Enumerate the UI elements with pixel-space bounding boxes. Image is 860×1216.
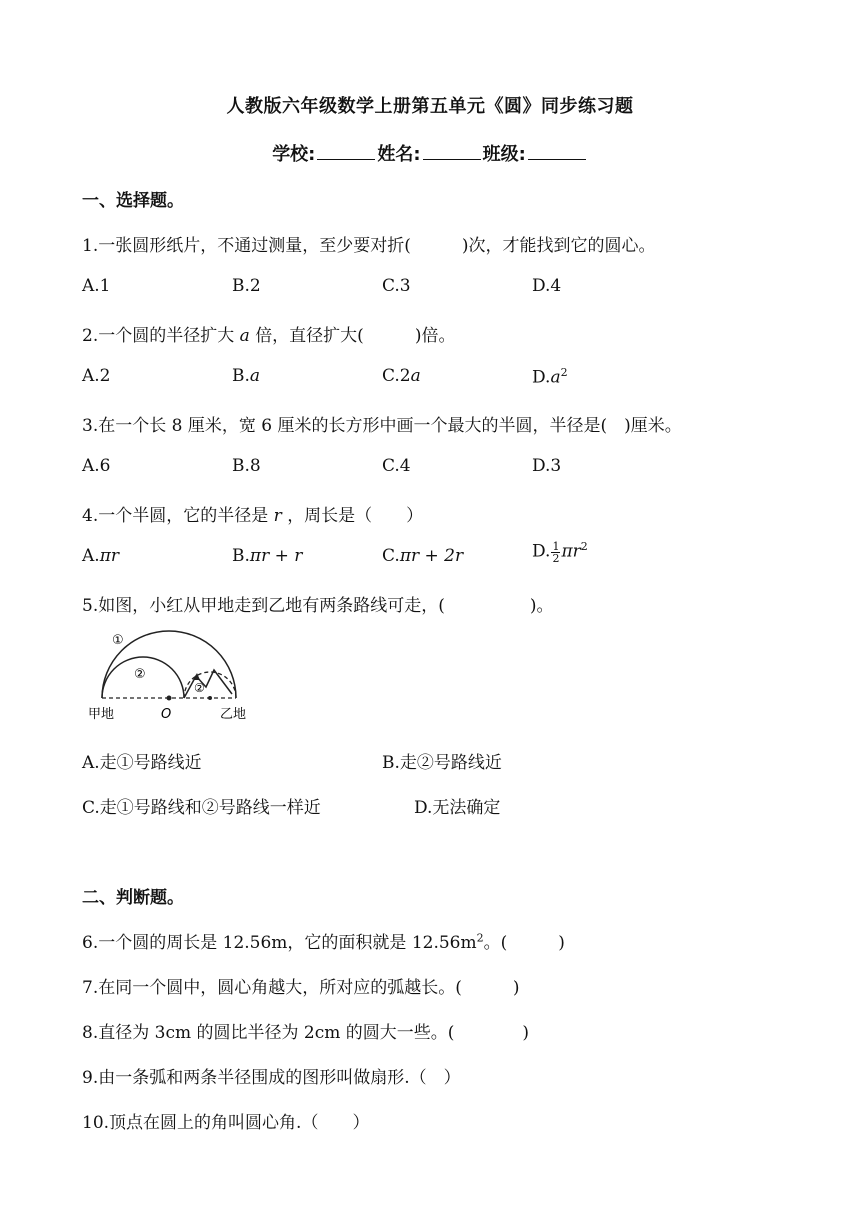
q2-option-b-label: B. [232, 366, 250, 386]
q2-option-b[interactable] [232, 366, 260, 386]
route-figure [84, 624, 260, 724]
q4-option-d[interactable] [532, 540, 588, 564]
q4-option-c-math: πr + 2r [399, 546, 464, 566]
student-info-line [0, 140, 860, 166]
class-blank[interactable] [528, 143, 586, 160]
q2-option-d-exponent: 2 [560, 366, 568, 379]
q1-option-c[interactable]: C.3 [382, 276, 411, 296]
q1-option-a[interactable]: A.1 [82, 276, 111, 296]
question-10: 10.顶点在圆上的角叫圆心角.（ ） [82, 1113, 370, 1133]
q4-variable: r [273, 506, 282, 526]
q2-variable: a [239, 326, 250, 346]
q4-option-a[interactable] [82, 546, 119, 566]
label-route-1: ① [112, 633, 124, 648]
q6-text-start: 6.一个圆的周长是 12.56m，它的面积就是 12.56m [82, 933, 477, 953]
q4-option-b-math: πr + r [249, 546, 303, 566]
question-8: 8.直径为 3cm 的圆比半径为 2cm 的圆大一些。( ) [82, 1023, 530, 1043]
section-true-false: 二、判断题。 [82, 888, 184, 908]
question-1: 1.一张圆形纸片，不通过测量，至少要对折( )次，才能找到它的圆心。 [82, 236, 656, 256]
q3-option-a[interactable]: A.6 [82, 456, 111, 476]
q4-option-d-fraction [551, 541, 560, 564]
q4-option-d-exponent: 2 [580, 540, 588, 553]
name-blank[interactable] [423, 143, 481, 160]
question-9: 9.由一条弧和两条半径围成的图形叫做扇形.（ ） [82, 1068, 461, 1088]
q3-option-d[interactable]: D.3 [532, 456, 562, 476]
class-label: 班级: [482, 144, 526, 165]
q6-exponent: 2 [476, 931, 484, 945]
route-2-zigzag [184, 670, 232, 698]
name-label: 姓名: [377, 144, 421, 165]
fraction-denominator: 2 [552, 551, 560, 565]
question-2 [82, 321, 455, 346]
q3-option-c[interactable]: C.4 [382, 456, 411, 476]
q2-option-a[interactable]: A.2 [82, 366, 111, 386]
q2-option-c-label: C.2 [382, 366, 411, 386]
q2-option-d[interactable] [532, 366, 568, 388]
q4-option-d-math: πr [561, 541, 581, 562]
label-start: 甲地 [88, 707, 115, 722]
q4-option-b-label: B. [232, 546, 250, 566]
question-3: 3.在一个长 8 厘米，宽 6 厘米的长方形中画一个最大的半圆，半径是( )厘米。 [82, 416, 682, 436]
q6-text-end: 。( ) [483, 933, 565, 953]
label-route-2: ② [134, 667, 146, 682]
q2-option-d-label: D. [532, 367, 551, 388]
section-multiple-choice: 一、选择题。 [82, 191, 184, 211]
q3-option-b[interactable]: B.8 [232, 456, 261, 476]
question-4 [82, 501, 423, 526]
q2-option-b-math: a [249, 366, 261, 386]
q4-option-c-label: C. [382, 546, 400, 566]
q4-option-c[interactable] [382, 546, 463, 566]
q4-text-start: 4.一个半圆，它的半径是 [82, 506, 269, 526]
q5-option-c[interactable]: C.走①号路线和②号路线一样近 [82, 798, 321, 818]
q2-option-c[interactable] [382, 366, 421, 386]
q4-text-end: ，周长是（ ） [287, 506, 424, 526]
label-center: O [161, 707, 172, 722]
q4-option-b[interactable] [232, 546, 302, 566]
page-title: 人教版六年级数学上册第五单元《圆》同步练习题 [226, 96, 634, 117]
school-label: 学校: [272, 144, 316, 165]
school-blank[interactable] [317, 143, 375, 160]
q1-option-d[interactable]: D.4 [532, 276, 562, 296]
q5-option-a[interactable]: A.走①号路线近 [82, 753, 202, 773]
question-7: 7.在同一个圆中，圆心角越大，所对应的弧越长。( ) [82, 978, 520, 998]
q4-option-a-math: πr [99, 546, 119, 566]
q2-text-start: 2.一个圆的半径扩大 [82, 326, 235, 346]
q5-option-b[interactable]: B.走②号路线近 [382, 753, 502, 773]
q4-option-d-label: D. [532, 541, 551, 562]
q1-option-b[interactable]: B.2 [232, 276, 261, 296]
question-5: 5.如图，小红从甲地走到乙地有两条路线可走，( )。 [82, 596, 554, 616]
label-end: 乙地 [220, 707, 247, 722]
question-6 [82, 928, 565, 953]
small-center-point [208, 696, 212, 700]
label-route-2-small: ② [194, 681, 205, 695]
q2-option-c-math: a [410, 366, 421, 386]
center-point [167, 696, 172, 701]
q2-text-end: 倍，直径扩大( )倍。 [255, 326, 456, 346]
fraction-numerator: 1 [552, 539, 560, 553]
q4-option-a-label: A. [82, 546, 100, 566]
q5-option-d[interactable]: D.无法确定 [414, 798, 501, 818]
q2-option-d-math: a [550, 367, 561, 388]
